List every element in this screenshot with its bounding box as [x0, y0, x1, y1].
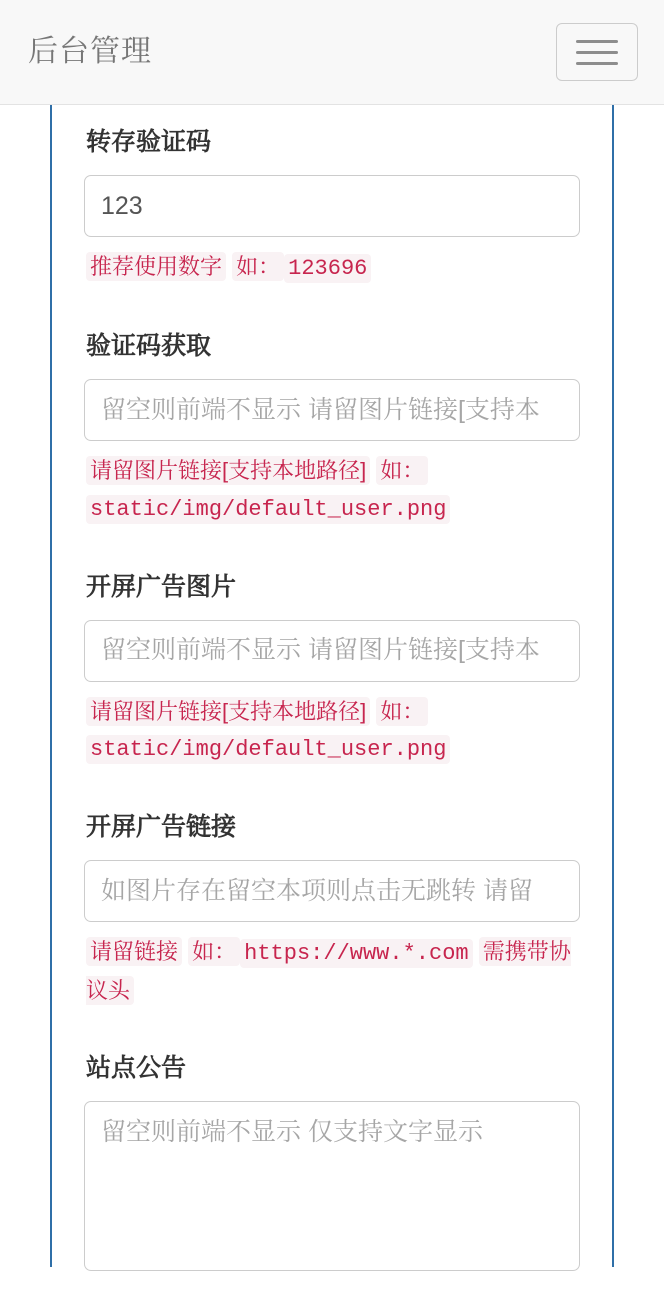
help-part-3-1: 如：: [188, 937, 240, 966]
help-part-1-1: 如：: [376, 456, 428, 485]
field-label-transfer-code: 转存验证码: [86, 128, 212, 156]
field-group-splash-link: [84, 812, 580, 1009]
help-part-1-0: 请留图片链接[支持本地路径]: [86, 456, 370, 485]
help-text-transfer-code: [86, 249, 580, 287]
splash-image-input[interactable]: [84, 620, 580, 682]
transfer-code-input[interactable]: [84, 175, 580, 237]
help-part-3-3: 需携带协议头: [86, 939, 571, 1003]
help-text-splash-image: [86, 694, 580, 769]
site-notice-textarea[interactable]: [84, 1101, 580, 1271]
help-part-2-2: static/img/default_user.png: [86, 735, 450, 764]
help-part-2-1: 如：: [376, 697, 428, 726]
page-body: [0, 105, 664, 1267]
help-part-0-2: 123696: [284, 254, 371, 283]
spacer-2: [84, 546, 580, 572]
captcha-source-input[interactable]: [84, 379, 580, 441]
field-group-captcha-source: [84, 331, 580, 528]
spacer-1: [84, 305, 580, 331]
help-part-0-1: 如：: [232, 252, 284, 281]
right-rule: [612, 105, 614, 1267]
help-part-3-0: 请留链接: [86, 937, 182, 966]
menu-bar-2: [576, 51, 618, 54]
field-label-splash-image: 开屏广告图片: [86, 572, 237, 601]
help-part-2-0: 请留图片链接[支持本地路径]: [86, 697, 370, 726]
hamburger-menu-icon[interactable]: [556, 23, 638, 81]
spacer-4: [84, 1027, 580, 1053]
field-label-site-notice: 站点公告: [86, 1054, 187, 1083]
app-header: [0, 0, 664, 105]
field-group-transfer-code: [84, 127, 580, 287]
spacer-3: [84, 786, 580, 812]
help-text-splash-link: [86, 934, 580, 1009]
menu-bar-1: [576, 40, 618, 43]
help-text-captcha-source: [86, 453, 580, 528]
help-part-1-2: static/img/default_user.png: [86, 495, 450, 524]
left-rule: [50, 105, 52, 1267]
help-part-3-2: https://www.*.com: [240, 939, 472, 968]
field-label-captcha-source: 验证码获取: [86, 332, 212, 361]
menu-bar-3: [576, 62, 618, 65]
splash-link-input[interactable]: [84, 860, 580, 922]
page-title: 后台管理: [28, 35, 152, 68]
field-group-splash-image: [84, 572, 580, 769]
field-label-splash-link: 开屏广告链接: [86, 813, 237, 842]
help-part-0-0: 推荐使用数字: [86, 252, 226, 281]
field-group-site-notice: [84, 1053, 580, 1271]
settings-form: [84, 105, 580, 1289]
